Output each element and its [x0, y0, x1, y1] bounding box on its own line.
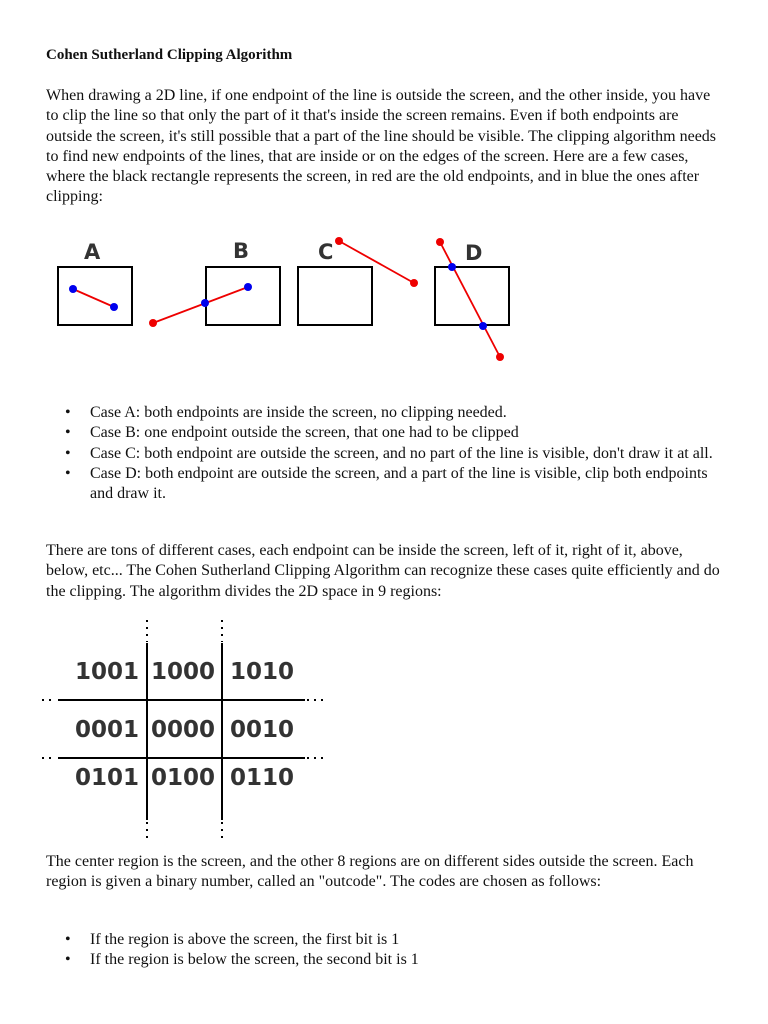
outcode-labels [75, 659, 294, 791]
outcode-0010: 0010 [230, 717, 295, 743]
list-item-case-a: • Case A: both endpoints are inside the screen, no clipping needed. [46, 403, 716, 423]
clipped-endpoint-d1 [448, 263, 456, 271]
clipped-endpoint-b [201, 299, 209, 307]
old-endpoint-c1 [335, 237, 343, 245]
endpoint-a2 [110, 303, 118, 311]
outcode-1010: 1010 [230, 659, 295, 685]
list-item-case-c: • Case C: both endpoint are outside the screen, and no part of the line is visible, don't draw it at all. [46, 444, 716, 464]
endpoint-b2 [244, 283, 252, 291]
screen-rect-c [298, 267, 372, 325]
outcode-regions-figure [0, 615, 340, 840]
outcode-paragraph: The center region is the screen, and the other 8 regions are on different sides outside the screen. Each region is given a binary number, called an "outcode". The codes are chosen as follows: [46, 853, 694, 891]
list-item-case-d: • Case D: both endpoint are outside the screen, and a part of the line is visible, clip both endpoints and draw it. [46, 464, 716, 505]
intro-paragraph: When drawing a 2D line, if one endpoint of the line is outside the screen, and the other inside, you have to clip the line so that only the part of it that's inside the screen remains. Even if both endpoints are outside the screen, it's still possible that a part of the line should be visible. The clipping algorithm needs to find new endpoints of the lines, that are inside or on the edges of the screen. Here are a few cases, where the black rectangle represents the screen, in red are the old endpoints, and in blue the ones after clipping: [46, 87, 717, 206]
outcode-1000: 1000 [151, 659, 216, 685]
outcode-1001: 1001 [75, 659, 140, 685]
regions-paragraph: There are tons of different cases, each endpoint can be inside the screen, left of it, right of it, above, below, etc... The Cohen Sutherland Clipping Algorithm can recognize these cases quite efficiently and do the clipping. The algorithm divides the 2D space in 9 regions: [46, 542, 720, 600]
clipping-cases-figure [0, 228, 560, 368]
outcode-0110: 0110 [230, 765, 295, 791]
outcode-0001: 0001 [75, 717, 140, 743]
list-item-case-b: • Case B: one endpoint outside the screen, that one had to be clipped [46, 423, 716, 443]
outcode-0100: 0100 [151, 765, 216, 791]
screen-rect-a [58, 267, 132, 325]
page-title: Cohen Sutherland Clipping Algorithm [46, 47, 293, 63]
case-b-label: B [233, 239, 250, 263]
rules-list [46, 930, 716, 971]
list-item-rule-above: • If the region is above the screen, the first bit is 1 [46, 930, 716, 950]
endpoints [69, 237, 504, 361]
screen-rect-b [206, 267, 280, 325]
case-d-label: D [465, 241, 483, 265]
outcode-0101: 0101 [75, 765, 140, 791]
outcode-0000: 0000 [151, 717, 216, 743]
cases-list [46, 403, 716, 504]
endpoint-a1 [69, 285, 77, 293]
clipped-endpoint-d2 [479, 322, 487, 330]
line-a [73, 289, 114, 307]
list-item-rule-below: • If the region is below the screen, the second bit is 1 [46, 950, 716, 970]
line-b [153, 287, 248, 323]
old-endpoint-d1 [436, 238, 444, 246]
line-c [339, 241, 414, 283]
case-c-label: C [318, 240, 334, 264]
screen-rect-d [435, 267, 509, 325]
old-endpoint-b [149, 319, 157, 327]
case-a-label: A [84, 240, 101, 264]
screens [58, 267, 509, 325]
old-endpoint-d2 [496, 353, 504, 361]
old-endpoint-c2 [410, 279, 418, 287]
